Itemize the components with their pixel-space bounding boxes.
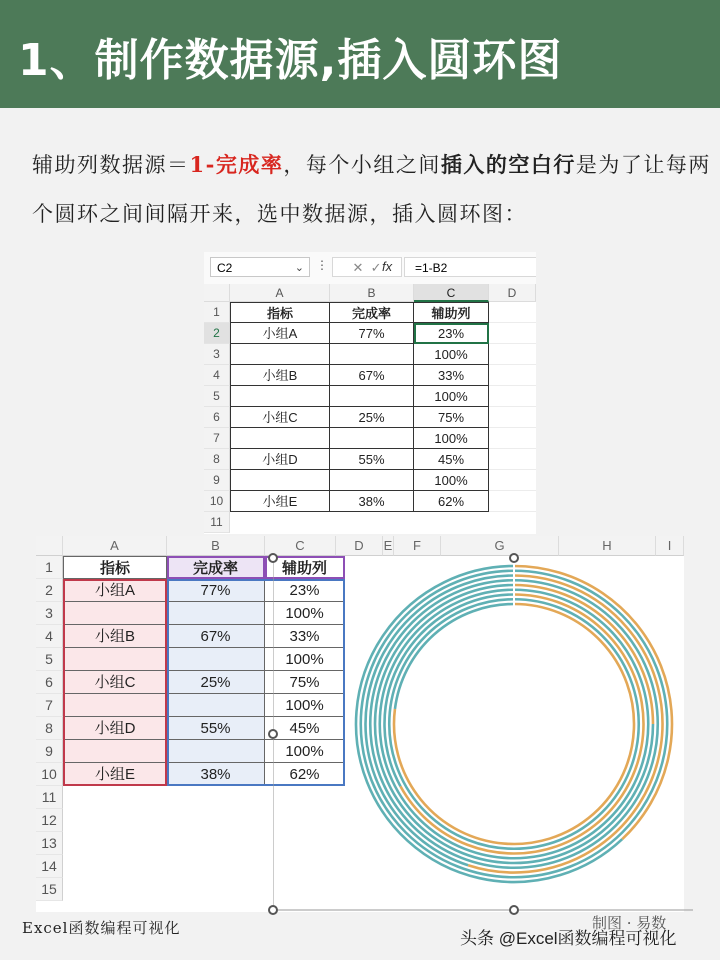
table-cell[interactable]: 小组B [230,365,330,386]
name-box[interactable] [210,257,310,277]
table-cell[interactable]: 小组C [230,407,330,428]
table-cell[interactable] [330,428,414,449]
footer-brand: Excel函数编程可视化 [22,919,181,937]
column-header[interactable]: I [656,536,684,556]
table-cell[interactable]: 23% [414,323,489,344]
empty-cell[interactable] [489,302,536,323]
doughnut-helper-arc[interactable] [370,580,658,868]
chart-resize-handle[interactable] [509,553,519,563]
table-cell[interactable]: 55% [167,717,265,740]
row-header[interactable]: 10 [36,763,63,786]
empty-cell[interactable] [489,365,536,386]
doughnut-helper-arc[interactable] [380,590,649,859]
cancel-icon[interactable]: ✕ [352,260,364,275]
empty-cell[interactable] [489,491,536,512]
table-header-cell[interactable]: 指标 [63,556,167,579]
column-header[interactable]: C [265,536,336,556]
row-header[interactable]: 8 [204,449,230,470]
column-header[interactable]: D [489,284,536,302]
table-cell[interactable]: 100% [414,428,489,449]
confirm-icon[interactable]: ✓ [370,260,382,275]
row-header[interactable]: 8 [36,717,63,740]
doughnut-chart-svg [273,558,720,912]
table-cell[interactable]: 100% [414,470,489,491]
row-header[interactable]: 7 [204,428,230,449]
formula-input[interactable]: =1-B2 [404,257,536,277]
row-header[interactable]: 3 [36,602,63,625]
desc-text-3: 是为了让每两个圆环之间间隔开来，选中数据源，插入圆环图： [32,153,711,226]
column-header[interactable]: A [230,284,330,302]
column-header[interactable]: H [559,536,656,556]
table-cell[interactable]: 小组D [63,717,167,740]
table-cell[interactable]: 33% [414,365,489,386]
table-header-cell[interactable]: 辅助列 [414,302,489,323]
table-cell[interactable]: 38% [167,763,265,786]
row-header[interactable]: 12 [36,809,63,832]
row-header[interactable]: 5 [36,648,63,671]
table-cell[interactable]: 小组E [230,491,330,512]
doughnut-helper-arc[interactable] [395,604,514,709]
chart-resize-handle[interactable] [268,553,278,563]
chart-resize-handle[interactable] [509,905,519,915]
table-cell[interactable]: 67% [330,365,414,386]
empty-cell[interactable] [489,428,536,449]
table-cell[interactable]: 75% [265,671,345,694]
table-cell[interactable]: 45% [414,449,489,470]
table-header-cell[interactable]: 完成率 [167,556,265,579]
table-cell[interactable]: 55% [330,449,414,470]
table-cell[interactable]: 62% [265,763,345,786]
chart-resize-handle[interactable] [268,729,278,739]
table-cell[interactable]: 77% [330,323,414,344]
table-cell[interactable]: 100% [265,648,345,671]
table-cell[interactable]: 100% [414,344,489,365]
table-cell[interactable] [330,386,414,407]
row-header[interactable]: 1 [204,302,230,323]
table-cell[interactable]: 小组A [63,579,167,602]
table-cell[interactable]: 小组C [63,671,167,694]
table-header-cell[interactable]: 完成率 [330,302,414,323]
excel-screenshot-top [204,252,536,534]
function-icon[interactable]: fx [382,259,393,274]
table-cell[interactable]: 75% [414,407,489,428]
doughnut-chart[interactable] [273,558,720,912]
table-cell[interactable]: 100% [265,694,345,717]
row-header[interactable]: 9 [204,470,230,491]
table-header-cell[interactable]: 辅助列 [265,556,345,579]
row-header[interactable]: 10 [204,491,230,512]
row-header[interactable]: 1 [36,556,63,579]
row-header[interactable]: 4 [204,365,230,386]
table-cell[interactable]: 小组D [230,449,330,470]
doughnut-helper-arc[interactable] [389,599,639,849]
title-banner [0,0,720,108]
row-header[interactable]: 13 [36,832,63,855]
desc-formula: 1-完成率 [189,152,284,177]
range-highlight-categories [63,579,167,786]
column-header[interactable]: C [414,284,489,302]
row-header[interactable]: 3 [204,344,230,365]
doughnut-helper-arc[interactable] [375,585,653,863]
empty-cell[interactable] [489,344,536,365]
table-cell[interactable]: 100% [265,740,345,763]
empty-cell[interactable] [489,323,536,344]
page-title: 1、制作数据源,插入圆环图 [18,35,563,86]
column-header[interactable]: D [336,536,383,556]
table-cell[interactable] [330,470,414,491]
description-paragraph [32,140,712,239]
table-cell[interactable] [330,344,414,365]
row-header[interactable]: 6 [204,407,230,428]
row-header[interactable]: 5 [204,386,230,407]
row-header[interactable]: 11 [204,512,230,533]
table-cell[interactable]: 33% [265,625,345,648]
table-cell[interactable]: 100% [414,386,489,407]
more-vertical-icon[interactable]: ⋮ [316,258,328,272]
desc-bold-phrase: 插入的空白行 [440,152,576,177]
table-cell[interactable] [230,386,330,407]
footer-watermark: 头条 @Excel函数编程可视化 [460,929,677,948]
row-header[interactable]: 6 [36,671,63,694]
empty-cell[interactable] [489,470,536,491]
table-cell[interactable]: 小组E [63,763,167,786]
column-header[interactable]: B [330,284,414,302]
column-header[interactable]: A [63,536,167,556]
column-header[interactable]: F [394,536,441,556]
range-highlight-series-name [167,556,265,579]
row-header[interactable]: 9 [36,740,63,763]
chart-resize-handle[interactable] [268,905,278,915]
table-cell[interactable] [230,470,330,491]
empty-cell[interactable] [489,386,536,407]
row-header[interactable]: 7 [36,694,63,717]
table-cell[interactable]: 62% [414,491,489,512]
row-header[interactable]: 2 [204,323,230,344]
row-header[interactable]: 2 [36,579,63,602]
name-box-value: C2 [217,261,233,275]
select-all-corner[interactable] [36,536,63,556]
table-cell[interactable]: 25% [330,407,414,428]
faded-watermark: 制图 · 易数 [592,914,667,932]
table-cell[interactable] [230,428,330,449]
empty-cell[interactable] [489,449,536,470]
table-cell[interactable]: 100% [265,602,345,625]
column-header[interactable]: B [167,536,265,556]
column-header[interactable]: E [383,536,394,556]
row-header[interactable]: 15 [36,878,63,901]
table-cell[interactable]: 67% [167,625,265,648]
row-header[interactable]: 14 [36,855,63,878]
table-header-cell[interactable]: 指标 [230,302,330,323]
table-cell[interactable]: 小组B [63,625,167,648]
column-header[interactable]: G [441,536,559,556]
doughnut-helper-arc[interactable] [361,571,668,878]
table-cell[interactable]: 45% [265,717,345,740]
desc-text-1: 辅助列数据源＝ [32,153,190,177]
chevron-down-icon[interactable]: ⌄ [294,262,304,274]
row-header[interactable]: 4 [36,625,63,648]
table-cell[interactable]: 38% [330,491,414,512]
table-cell[interactable]: 25% [167,671,265,694]
row-header[interactable]: 11 [36,786,63,809]
table-cell[interactable]: 77% [167,579,265,602]
table-cell[interactable] [230,344,330,365]
desc-text-2: ，每个小组之间 [283,153,441,177]
formula-bar [204,252,536,284]
select-all-corner[interactable] [204,284,230,302]
empty-cell[interactable] [489,407,536,428]
table-cell[interactable]: 23% [265,579,345,602]
table-cell[interactable]: 小组A [230,323,330,344]
